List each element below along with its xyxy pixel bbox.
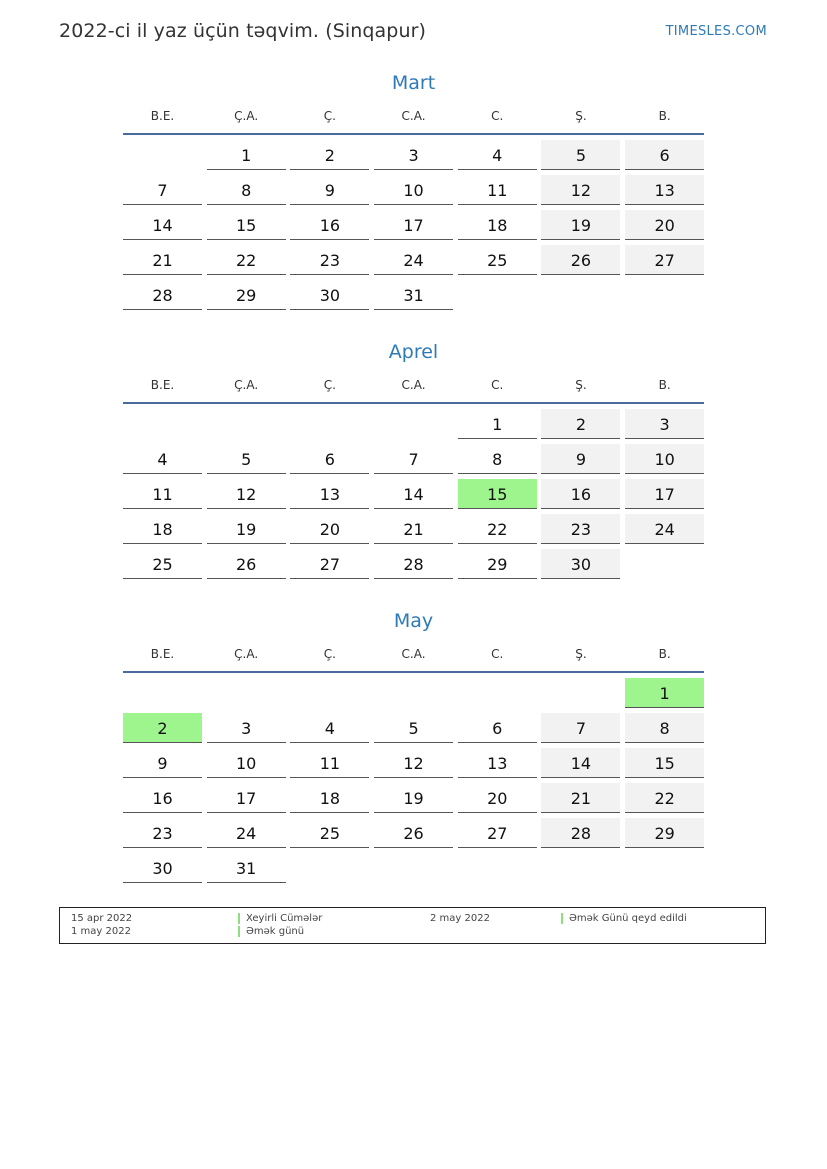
day-cell: 19	[374, 783, 453, 813]
day-cell: 13	[625, 175, 704, 205]
day-cell: 20	[458, 783, 537, 813]
day-cell: 12	[207, 479, 286, 509]
day-cell: 7	[541, 713, 620, 743]
weekday-label: B.E.	[150, 108, 175, 123]
empty-day-cell	[625, 280, 704, 310]
header-divider	[123, 402, 704, 404]
day-cell: 30	[290, 280, 369, 310]
day-cell: 16	[123, 783, 202, 813]
weekday-label: B.	[658, 377, 671, 392]
day-cell: 17	[374, 210, 453, 240]
day-cell: 5	[541, 140, 620, 170]
day-cell: 6	[625, 140, 704, 170]
empty-day-cell	[625, 853, 704, 883]
day-cell: 19	[207, 514, 286, 544]
day-cell: 12	[541, 175, 620, 205]
day-cell: 18	[290, 783, 369, 813]
day-cell: 11	[123, 479, 202, 509]
day-cell: 10	[625, 444, 704, 474]
day-cell: 3	[625, 409, 704, 439]
empty-day-cell	[458, 678, 537, 708]
day-cell: 11	[458, 175, 537, 205]
day-cell: 5	[207, 444, 286, 474]
holiday-legend	[59, 907, 766, 944]
day-cell: 26	[207, 549, 286, 579]
day-grid	[123, 678, 704, 883]
empty-day-cell	[541, 678, 620, 708]
day-cell: 30	[541, 549, 620, 579]
empty-day-cell	[541, 853, 620, 883]
day-grid	[123, 140, 704, 310]
day-cell: 27	[290, 549, 369, 579]
day-cell: 12	[374, 748, 453, 778]
month-march	[123, 68, 704, 310]
month-title: Aprel	[388, 341, 439, 363]
empty-day-cell	[374, 678, 453, 708]
empty-day-cell	[207, 678, 286, 708]
legend-date: 15 apr 2022	[71, 913, 133, 924]
day-cell: 15	[207, 210, 286, 240]
day-cell: 26	[541, 245, 620, 275]
day-cell: 9	[123, 748, 202, 778]
day-cell: 20	[290, 514, 369, 544]
day-cell: 31	[207, 853, 286, 883]
empty-day-cell	[541, 280, 620, 310]
day-cell: 28	[374, 549, 453, 579]
day-cell: 14	[541, 748, 620, 778]
day-cell: 4	[290, 713, 369, 743]
legend-date: 2 may 2022	[430, 913, 490, 924]
legend-holiday-name: Əmək günü	[238, 926, 304, 937]
day-cell: 16	[290, 210, 369, 240]
header-divider	[123, 671, 704, 673]
weekday-label: Ç.A.	[234, 108, 259, 123]
empty-day-cell	[290, 678, 369, 708]
day-cell: 17	[207, 783, 286, 813]
day-cell: 23	[541, 514, 620, 544]
day-cell: 18	[458, 210, 537, 240]
weekday-label: C.	[491, 108, 504, 123]
day-cell: 29	[458, 549, 537, 579]
legend-holiday-name: Əmək Günü qeyd edildi	[561, 913, 687, 924]
weekday-label: B.E.	[150, 646, 175, 661]
weekday-label: B.	[658, 108, 671, 123]
day-cell: 24	[374, 245, 453, 275]
day-cell: 9	[541, 444, 620, 474]
empty-day-cell	[458, 853, 537, 883]
day-cell: 25	[123, 549, 202, 579]
month-title: Mart	[391, 72, 436, 94]
weekday-header	[123, 367, 704, 402]
empty-day-cell	[374, 409, 453, 439]
day-cell: 19	[541, 210, 620, 240]
empty-day-cell	[625, 549, 704, 579]
day-cell: 24	[207, 818, 286, 848]
day-cell: 10	[374, 175, 453, 205]
day-cell: 23	[123, 818, 202, 848]
day-cell: 21	[123, 245, 202, 275]
weekday-label: C.A.	[401, 108, 426, 123]
day-cell: 4	[458, 140, 537, 170]
day-grid	[123, 409, 704, 579]
weekday-label: C.	[491, 377, 504, 392]
day-cell: 23	[290, 245, 369, 275]
day-cell: 22	[458, 514, 537, 544]
day-cell: 6	[290, 444, 369, 474]
day-cell: 1	[625, 678, 704, 708]
day-cell: 9	[290, 175, 369, 205]
day-cell: 2	[290, 140, 369, 170]
empty-day-cell	[290, 409, 369, 439]
weekday-label: Ç.	[323, 377, 336, 392]
day-cell: 2	[123, 713, 202, 743]
day-cell: 29	[207, 280, 286, 310]
day-cell: 6	[458, 713, 537, 743]
day-cell: 11	[290, 748, 369, 778]
day-cell: 13	[458, 748, 537, 778]
empty-day-cell	[290, 853, 369, 883]
weekday-label: B.E.	[150, 377, 175, 392]
day-cell: 8	[207, 175, 286, 205]
day-cell: 20	[625, 210, 704, 240]
site-link[interactable]: TIMESLES.COM	[665, 24, 767, 39]
day-cell: 27	[625, 245, 704, 275]
day-cell: 25	[290, 818, 369, 848]
day-cell: 16	[541, 479, 620, 509]
day-cell: 1	[458, 409, 537, 439]
month-title: May	[393, 610, 434, 632]
day-cell: 30	[123, 853, 202, 883]
day-cell: 25	[458, 245, 537, 275]
day-cell: 7	[374, 444, 453, 474]
day-cell: 26	[374, 818, 453, 848]
day-cell: 8	[625, 713, 704, 743]
empty-day-cell	[458, 280, 537, 310]
day-cell: 21	[541, 783, 620, 813]
weekday-label: Ş.	[575, 377, 587, 392]
day-cell: 1	[207, 140, 286, 170]
day-cell: 5	[374, 713, 453, 743]
day-cell: 22	[207, 245, 286, 275]
day-cell: 17	[625, 479, 704, 509]
day-cell: 14	[123, 210, 202, 240]
day-cell: 27	[458, 818, 537, 848]
empty-day-cell	[207, 409, 286, 439]
day-cell: 15	[458, 479, 537, 509]
day-cell: 29	[625, 818, 704, 848]
weekday-header	[123, 636, 704, 671]
weekday-label: B.	[658, 646, 671, 661]
weekday-label: Ş.	[575, 108, 587, 123]
day-cell: 14	[374, 479, 453, 509]
day-cell: 24	[625, 514, 704, 544]
day-cell: 13	[290, 479, 369, 509]
empty-day-cell	[123, 140, 202, 170]
legend-holiday-name: Xeyirli Cümələr	[238, 913, 322, 924]
weekday-label: C.	[491, 646, 504, 661]
month-may	[123, 606, 704, 883]
day-cell: 8	[458, 444, 537, 474]
day-cell: 21	[374, 514, 453, 544]
page-title: 2022-ci il yaz üçün təqvim. (Sinqapur)	[59, 20, 427, 42]
empty-day-cell	[123, 409, 202, 439]
day-cell: 3	[374, 140, 453, 170]
day-cell: 31	[374, 280, 453, 310]
weekday-label: Ç.	[323, 108, 336, 123]
empty-day-cell	[374, 853, 453, 883]
header-divider	[123, 133, 704, 135]
day-cell: 3	[207, 713, 286, 743]
weekday-label: Ş.	[575, 646, 587, 661]
month-april	[123, 337, 704, 579]
day-cell: 4	[123, 444, 202, 474]
day-cell: 7	[123, 175, 202, 205]
weekday-label: C.A.	[401, 377, 426, 392]
legend-date: 1 may 2022	[71, 926, 131, 937]
day-cell: 10	[207, 748, 286, 778]
day-cell: 22	[625, 783, 704, 813]
weekday-label: Ç.	[323, 646, 336, 661]
weekday-label: C.A.	[401, 646, 426, 661]
day-cell: 28	[123, 280, 202, 310]
day-cell: 18	[123, 514, 202, 544]
day-cell: 15	[625, 748, 704, 778]
day-cell: 2	[541, 409, 620, 439]
empty-day-cell	[123, 678, 202, 708]
weekday-label: Ç.A.	[234, 377, 259, 392]
weekday-label: Ç.A.	[234, 646, 259, 661]
weekday-header	[123, 98, 704, 133]
day-cell: 28	[541, 818, 620, 848]
